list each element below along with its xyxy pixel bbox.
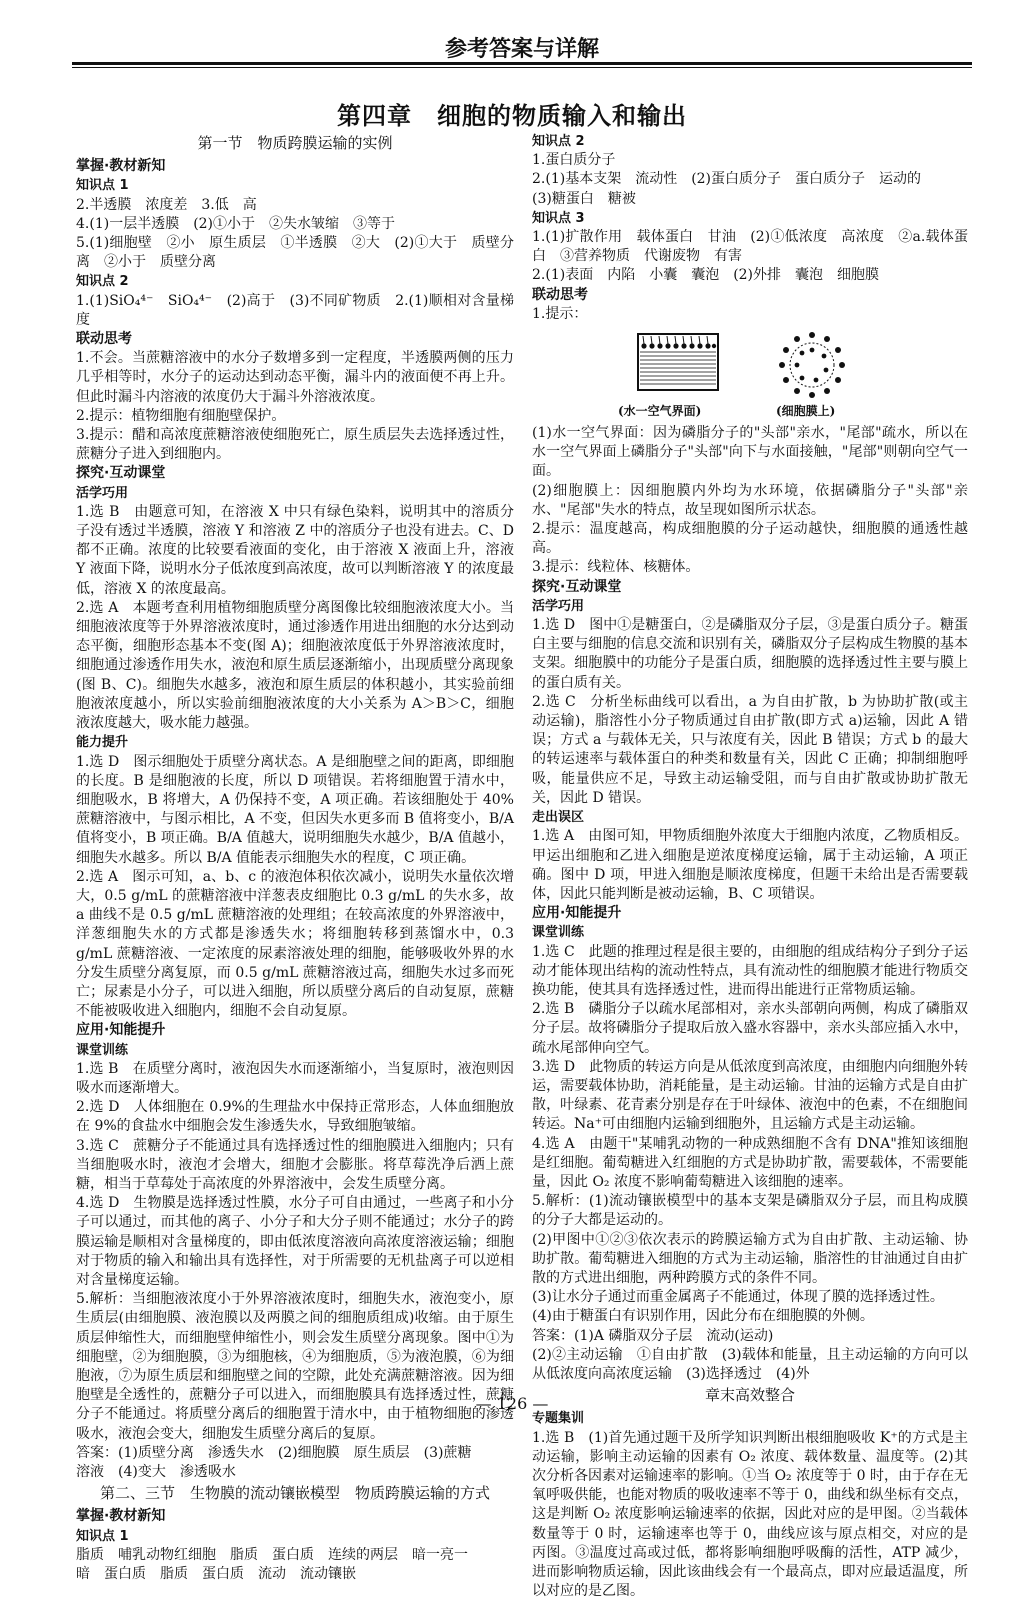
subheading: 知识点 3	[532, 210, 585, 226]
subheading: 知识点 2	[76, 274, 129, 290]
paragraph: 4.选 D 生物膜是选择透过性膜，水分子可自由通过，一些离子和小分子可以通过，而其他的离子、小分子和大分子则不能通过；水分子的跨膜运输是顺相对含量梯度的，即由低浓度溶液向高浓度溶液运输；细胞对于物质的输入和输出具有选择性，对于所需要的无机盐离子可以逆相对含量梯度运输。	[76, 1195, 514, 1288]
section-title: 第二、三节 生物膜的流动镶嵌模型 物质跨膜运输的方式	[99, 1484, 490, 1503]
heading: 掌握·教材新知	[76, 1508, 166, 1525]
subheading: 课堂训练	[76, 1042, 129, 1058]
paragraph: 脂质 哺乳动物红细胞 脂质 蛋白质 连续的两层 暗一亮一	[76, 1546, 468, 1563]
paragraph: 1.(1)SiO₄⁴⁻ SiO₄⁴⁻ (2)高于 (3)不同矿物质 2.(1)顺相对含量梯度	[76, 292, 514, 328]
left-column	[76, 132, 514, 1584]
paragraph: (2)细胞膜上：因细胞膜内外均为水环境，依据磷脂分子"头部"亲水、"尾部"失水的特点，故呈现如图所示状态。	[532, 482, 968, 518]
subheading: 知识点 1	[76, 1528, 129, 1544]
paragraph: 2.提示：温度越高，构成细胞膜的分子运动越快，细胞膜的通透性越高。	[532, 521, 968, 557]
paragraph: 1.(1)扩散作用 载体蛋白 甘油 (2)①低浓度 高浓度 ②a.载体蛋白 ③营养物质 代谢废物 有害	[532, 229, 968, 265]
paragraph: 2.半透膜 浓度差 3.低 高	[76, 196, 257, 213]
paragraph: 答案：(1)A 磷脂双分子层 流动(运动)	[532, 1327, 774, 1344]
subheading: 走出误区	[532, 810, 585, 826]
paragraph: 3.提示：醋和高浓度蔗糖溶液使细胞死亡，原生质层失去选择透过性，蔗糖分子进入到细胞内。	[76, 427, 514, 463]
paragraph: 1.选 D 图中①是糖蛋白，②是磷脂双分子层，③是蛋白质分子。糖蛋白主要与细胞的信息交流和识别有关，磷脂双分子层构成生物膜的基本支架。细胞膜中的功能分子是蛋白质，细胞膜的选择透过性主要与膜上的蛋白质有关。	[532, 617, 968, 691]
paragraph: 1.提示：	[532, 305, 588, 322]
paragraph: 4.(1)一层半透膜 (2)①小于 ②失水皱缩 ③等于	[76, 215, 396, 232]
paragraph: (3)让水分子通过而重金属离子不能通过，体现了膜的选择透过性。	[532, 1289, 944, 1306]
paragraph: (2)②主动运输 ①自由扩散 (3)载体和能量，且主动运输的方向可以从低浓度向高浓度运输 (3)选择透过 (4)外	[532, 1346, 968, 1382]
paragraph: (1)水一空气界面：因为磷脂分子的"头部"亲水，"尾部"疏水，所以在水一空气界面上磷脂分子"头部"向下与水面接触，"尾部"则朝向空气一面。	[532, 425, 968, 480]
heading: 探究·互动课堂	[532, 578, 622, 595]
subheading: 活学巧用	[76, 485, 129, 501]
paragraph: 5.解析：当细胞液浓度小于外界溶液浓度时，细胞失水，液泡变小，原生质层(由细胞膜、液泡膜以及两膜之间的细胞质组成)收缩。由于原生质层伸缩性大，而细胞壁伸缩性小，则会发生质壁分离现象。图中①为细胞壁，②为细胞膜，③为细胞核，④为细胞质，⑤为液泡膜，⑥为细胞液，⑦为原生质层和细胞壁之间的空隙，此处充满蔗糖溶液。因为细胞壁是全透性的，蔗糖分子可以进入，而细胞膜具有选择透过性，蔗糖分子不能通过。将质壁分离后的细胞置于清水中，由于植物细胞的渗透吸水，液泡会变大，细胞发生质壁分离后的复原。	[76, 1291, 514, 1442]
paragraph: (4)由于糖蛋白有识别作用，因此分布在细胞膜的外侧。	[532, 1308, 874, 1325]
section-title: 章末高效整合	[704, 1386, 795, 1405]
heading: 联动思考	[76, 331, 132, 348]
paragraph: 1.选 B (1)首先通过题干及所学知识判断出根细胞吸收 K⁺的方式是主动运输，影响主动运输的因素有 O₂ 浓度、载体数量、温度等。(2)其次分析各因素对运输速率的影响。①当 O₂ 浓度等于 0 时，由于存在无氧呼吸供能，也能对物质的吸收速率不等于 0，曲线和纵坐标有交点，这是判断 O₂ 浓度影响运输速率的依据，因此对应的是甲图。②当载体数量等于 0 时，运输速率也等于 0，曲线应该与原点相交，对应的是丙图。③温度过高或过低，都将影响细胞呼吸酶的活性，ATP 减少，进而影响物质运输，因此该曲线会有一个最高点，即对应最适温度，所以对应的是乙图。	[532, 1429, 968, 1600]
paragraph: 溶液 (4)变大 渗透吸水	[76, 1464, 236, 1481]
paragraph: 2.选 D 人体细胞在 0.9%的生理盐水中保持正常形态，人体血细胞放在 9%的食盐水中细胞会发生渗透失水，导致细胞皱缩。	[76, 1099, 514, 1135]
membrane-circle-diagram	[772, 328, 852, 402]
phospholipid-figure	[532, 328, 968, 420]
subheading: 活学巧用	[532, 598, 585, 614]
heading: 掌握·教材新知	[76, 158, 166, 175]
chapter-title: 第四章 细胞的物质输入和输出	[337, 102, 687, 130]
paragraph: 答案：(1)质壁分离 渗透失水 (2)细胞膜 原生质层 (3)蔗糖	[76, 1444, 472, 1461]
page-header	[72, 32, 972, 66]
paragraph: 2.(1)基本支架 流动性 (2)蛋白质分子 蛋白质分子 运动的	[532, 171, 922, 188]
subheading: 知识点 2	[532, 134, 585, 149]
figure-caption: (细胞膜上)	[776, 404, 836, 419]
paragraph: 2.选 C 分析坐标曲线可以看出，a 为自由扩散，b 为协助扩散(或主动运输)，脂溶性小分子物质通过自由扩散(即方式 a)运输，因此 A 错误；方式 a 与载体无关，只与浓度有关，因此 B 错误；方式 b 的最大的转运速率与载体蛋白的种类和数量有关，因此 C 正确；抑制细胞呼吸，能量供应不足，导致主动运输受阻，而与自由扩散或协助扩散无关，因此 D 错误。	[532, 693, 968, 806]
paragraph: 2.选 A 图示可知，a、b、c 的液泡体积依次减小，说明失水量依次增大，0.5 g/mL 的蔗糖溶液中洋葱表皮细胞比 0.3 g/mL 的失水多，故 a 曲线不是 0.5 g/mL 蔗糖溶液的处理组；在较高浓度的外界溶液中，洋葱细胞失水的方式都是渗透失水；将细胞转移到蒸馏水中，0.3 g/mL 蔗糖溶液、一定浓度的尿素溶液处理的细胞，能够吸收外界的水分发生质壁分离复原，而 0.5 g/mL 蔗糖溶液过高，细胞失水过多而死亡；尿素是小分子，可以进入细胞，所以质壁分离后的自动复原，蔗糖不能被吸收进入细胞内，细胞不会自动复原。	[76, 868, 514, 1020]
paragraph: 1.选 B 在质壁分离时，液泡因失水而逐渐缩小，当复原时，液泡则因吸水而逐渐增大。	[76, 1060, 514, 1096]
paragraph: 1.选 A 由图可知，甲物质细胞外浓度大于细胞内浓度，乙物质相反。甲运出细胞和乙进入细胞是逆浓度梯度运输，属于主动运输，A 项正确。图中 D 项，甲进入细胞是顺浓度梯度，但题干未给出是否需要载体，因此只能判断是被动运输，B、C 项错误。	[532, 828, 968, 902]
paragraph: 5.(1)细胞壁 ②小 原生质层 ①半透膜 ②大 (2)①大于 质壁分离 ②小于 质壁分离	[76, 235, 514, 271]
beaker-phospholipid-diagram	[636, 332, 720, 392]
paragraph: 1.不会。当蔗糖溶液中的水分子数增多到一定程度，半透膜两侧的压力几乎相等时，水分子的运动达到动态平衡，漏斗内的液面便不再上升。但此时漏斗内溶液的浓度仍大于漏斗外溶液浓度。	[76, 350, 514, 405]
header-rule-thin	[72, 67, 972, 68]
heading: 应用·知能提升	[76, 1022, 166, 1039]
paragraph: 1.蛋白质分子	[532, 152, 616, 169]
paragraph: 2.选 A 本题考查利用植物细胞质壁分离图像比较细胞液浓度大小。当细胞液浓度等于外界溶液浓度时，通过渗透作用进出细胞的水分达到动态平衡，细胞形态基本不变(图 A)；细胞液浓度低于外界溶液浓度时，细胞通过渗透作用失水，液泡和原生质层逐渐缩小，出现质壁分离现象(图 B、C)。细胞失水越多，液泡和原生质层的体积越小，其实验前细胞液浓度越小，所以实验前细胞液浓度的大小关系为 A＞B＞C，细胞液浓度越大，吸水能力越强。	[76, 599, 514, 732]
paragraph: 3.提示：线粒体、核糖体。	[532, 559, 700, 576]
paragraph: 3.选 C 蔗糖分子不能通过具有选择透过性的细胞膜进入细胞内；只有当细胞吸水时，液泡才会增大，细胞才会膨胀。将草莓洗净后洒上蔗糖，相当于草莓处于高浓度的外界溶液中，会发生质壁分离。	[76, 1137, 514, 1192]
heading: 应用·知能提升	[532, 905, 622, 922]
subheading: 专题集训	[532, 1411, 585, 1427]
paragraph: 2.选 B 磷脂分子以疏水尾部相对，亲水头部朝向两侧，构成了磷脂双分子层。故将磷脂分子提取后放入盛水容器中，亲水头部应插入水中，疏水尾部伸向空气。	[532, 1001, 968, 1056]
paragraph: 5.解析：(1)流动镶嵌模型中的基本支架是磷脂双分子层，而且构成膜的分子大都是运动的。	[532, 1193, 968, 1229]
figure-caption: (水一空气界面)	[618, 404, 702, 419]
paragraph: 2.提示：植物细胞有细胞壁保护。	[76, 407, 286, 424]
subheading: 课堂训练	[532, 925, 585, 941]
paragraph: 2.(1)表面 内陷 小囊 囊泡 (2)外排 囊泡 细胞膜	[532, 267, 880, 284]
section-title: 第一节 物质跨膜运输的实例	[197, 134, 393, 152]
paragraph: 3.选 D 此物质的转运方向是从低浓度到高浓度，由细胞内向细胞外转运，需要载体协助，消耗能量，是主动运输。甘油的运输方式是自由扩散，叶绿素、花青素分别是存在于叶绿体、液泡中的色素，不在细胞间转运。Na⁺可由细胞内运输到细胞外，且运输方式是主动运输。	[532, 1058, 968, 1133]
right-column	[532, 132, 968, 1601]
header-rule-thick	[72, 62, 972, 65]
paragraph: 1.选 C 此题的推理过程是很主要的，由细胞的组成结构分子到分子运动才能体现出结构的流动性特点，具有流动性的细胞膜才能进行物质交换功能，使其具有选择透过性，进而得出能进行正常物质运输。	[532, 943, 968, 998]
paragraph: (3)糖蛋白 糖被	[532, 190, 636, 207]
paragraph: 1.选 B 由题意可知，在溶液 X 中只有绿色染料，说明其中的溶质分子没有透过半透膜，溶液 Y 和溶液 Z 中的溶质分子也没有进去。C、D 都不正确。浓度的比较要看液面的变化，由于溶液 X 液面上升，溶液 Y 液面下降，说明水分子低浓度到高浓度，故可以判断溶液 Y 的浓度最低，溶液 X 的浓度最高。	[76, 503, 514, 597]
paragraph: 1.选 D 图示细胞处于质壁分离状态。A 是细胞壁之间的距离，即细胞的长度。B 是细胞液的长度，所以 D 项错误。若将细胞置于清水中，细胞吸水，B 将增大，A 仍保持不变，A 项正确。若该细胞处于 40%蔗糖溶液中，与图示相比，A 不变，但因失水更多而 B 值将变小，B/A 值将变小，B 项正确。B/A 值越大，说明细胞失水越少，B/A 值越小，细胞失水越多。所以 B/A 值能表示细胞失水的程度，C 项正确。	[76, 753, 514, 866]
paragraph: 4.选 A 由题干"某哺乳动物的一种成熟细胞不含有 DNA"推知该细胞是红细胞。葡萄糖进入红细胞的方式是协助扩散，需要载体，不需要能量，因此 O₂ 浓度不影响葡萄糖进入该细胞的速率。	[532, 1135, 968, 1190]
heading: 联动思考	[532, 286, 588, 303]
header-title: 参考答案与详解	[444, 37, 599, 62]
paragraph: 暗 蛋白质 脂质 蛋白质 流动 流动镶嵌	[76, 1566, 356, 1583]
paragraph: (2)甲图中①②③依次表示的跨膜运输方式为自由扩散、主动运输、协助扩散。葡萄糖进入细胞的方式为主动运输，脂溶性的甘油通过自由扩散的方式进出细胞，两种跨膜方式的条件不同。	[532, 1231, 968, 1286]
heading: 探究·互动课堂	[76, 465, 166, 482]
page-number: — 126 —	[475, 1394, 549, 1413]
subheading: 知识点 1	[76, 178, 129, 194]
subheading: 能力提升	[76, 735, 129, 751]
